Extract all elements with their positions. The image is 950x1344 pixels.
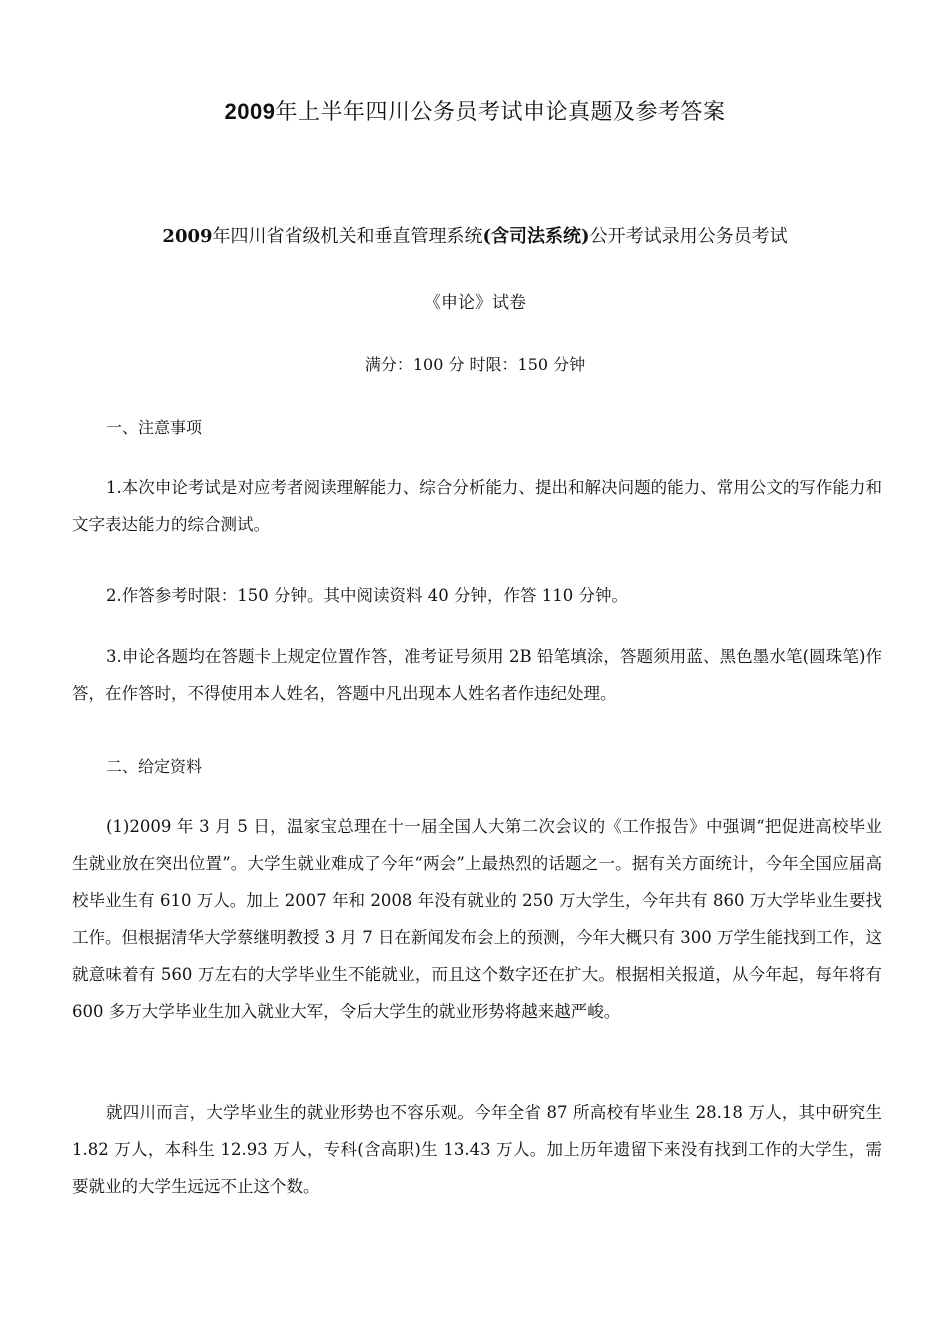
note-paragraph-3: 3.申论各题均在答题卡上规定位置作答，准考证号须用 2B 铅笔填涂，答题须用蓝、黑色墨水笔(圆珠笔)作答，在作答时，不得使用本人姓名，答题中凡出现本人姓名者作违纪处理。 [72,647,882,703]
document-title [0,95,950,126]
section-heading-materials: 二、给定资料 [106,757,203,776]
subtitle-year: 2009 [162,226,213,247]
subtitle-part1: 年四川省省级机关和垂直管理系统 [212,226,483,247]
material-paragraph-1: (1)2009 年 3 月 5 日，温家宝总理在十一届全国人大第二次会议的《工作报告》中强调“把促进高校毕业生就业放在突出位置”。大学生就业难成了今年“两会”上最热烈的话题之一。据有关方面统计，今年全国应届高校毕业生有 610 万人。加上 2007 年和 2008 年没有就业的 250 万大学生，今年共有 860 万大学毕业生要找工作。但根据清华大学蔡继明教授 3 月 7 日在新闻发布会上的预测，今年大概只有 300 万学生能找到工作，这就意味着有 560 万左右的大学毕业生不能就业，而且这个数字还在扩大。根据相关报道，从今年起，每年将有 600 多万大学毕业生加入就业大军，令后大学生的就业形势将越来越严峻。 [72,817,882,1021]
score-time-line: 满分：100 分 时限：150 分钟 [364,355,586,374]
exam-subtitle [0,222,950,248]
paper-name: 《申论》试卷 [424,293,526,313]
note-paragraph-2: 2.作答参考时限：150 分钟。其中阅读资料 40 分钟，作答 110 分钟。 [106,586,628,605]
subtitle-paren: (含司法系统) [482,226,590,247]
section-heading-notes: 一、注意事项 [106,418,203,437]
subtitle-part2: 公开考试录用公务员考试 [589,226,788,247]
title-text: 年上半年四川公务员考试申论真题及参考答案 [275,100,726,125]
note-paragraph-1: 1.本次申论考试是对应考者阅读理解能力、综合分析能力、提出和解决问题的能力、常用公文的写作能力和文字表达能力的综合测试。 [72,478,882,534]
material-paragraph-2: 就四川而言，大学毕业生的就业形势也不容乐观。今年全省 87 所高校有毕业生 28.18 万人，其中研究生 1.82 万人，本科生 12.93 万人，专科(含高职)生 13.43 万人。加上历年遗留下来没有找到工作的大学生，需要就业的大学生远远不止这个数。 [72,1103,882,1196]
title-year: 2009 [224,99,276,124]
